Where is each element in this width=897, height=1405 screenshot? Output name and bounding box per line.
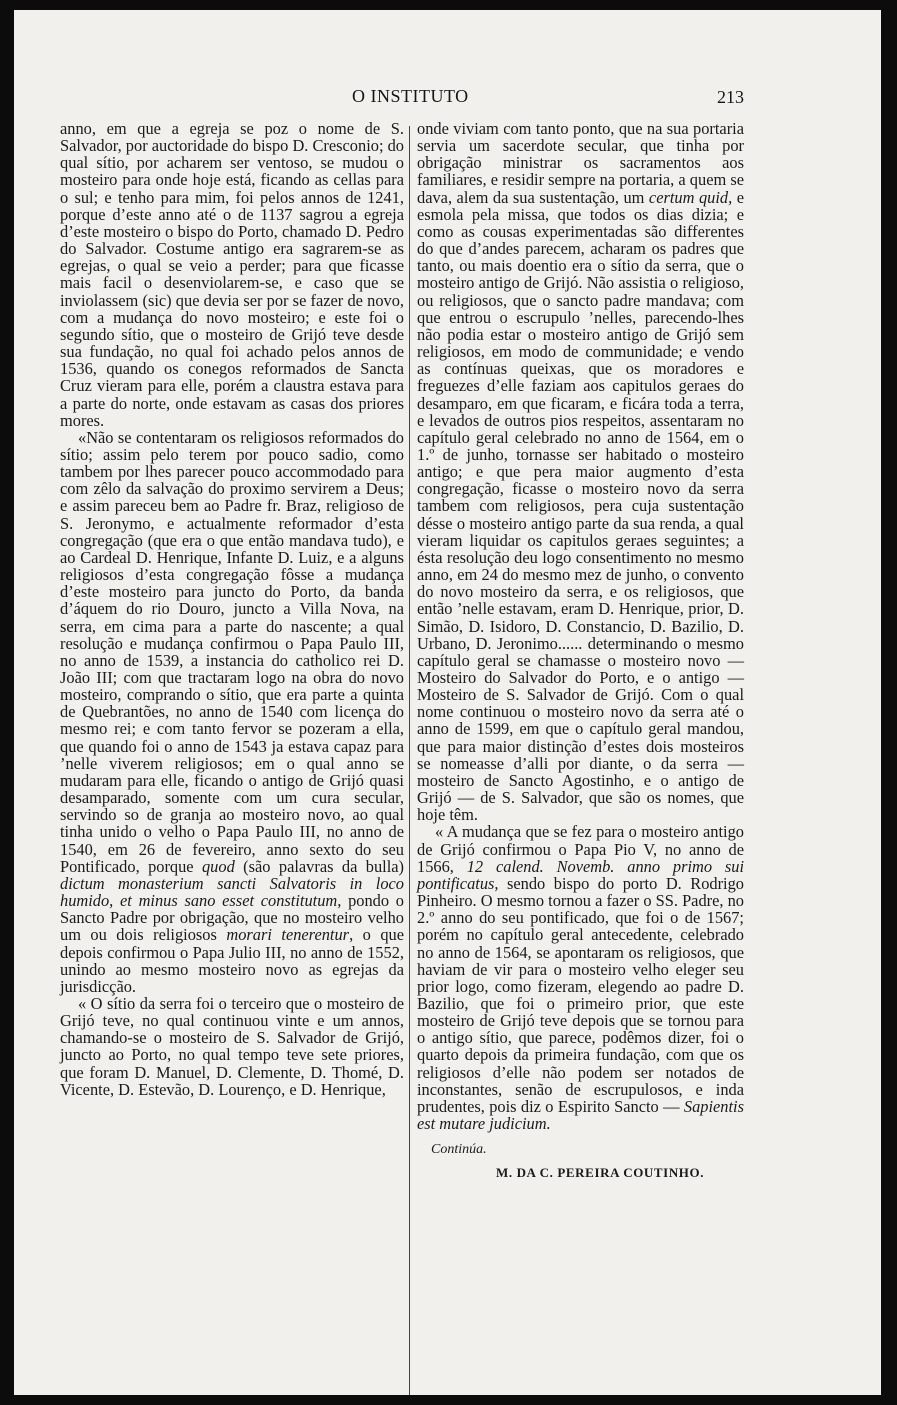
page-number: 213	[717, 87, 744, 107]
column-divider	[409, 126, 410, 1395]
author-signature: M. DA C. PEREIRA COUTINHO.	[496, 1165, 705, 1181]
right-column	[417, 120, 744, 1182]
document-page	[14, 10, 881, 1395]
left-column	[60, 120, 404, 1098]
right_column-paragraph-2: « A mudança que se fez para o mosteiro antigo de Grijó confirmou o Papa Pio V, no anno de 1566, 12 calend. Novemb. anno primo sui pontificatus, sendo bispo do porto D. Rodrigo Pinheiro. O mesmo tornou a fazer o SS. Padre, no 2.º anno do seu pontificado, que foi o de 1567; porém no capítulo geral antecedente, celebrado no anno de 1564, se apontaram os religiosos, que haviam de vir para o mosteiro velho eleger seu prior logo, como fizeram, elegendo ao padre D. Bazilio, que foi o primeiro prior, que este mosteiro de Grijó teve depois que se tornou para o antigo sítio, que parece, podêmos dizer, foi o quarto depois da primeira fundação, com que os religiosos d’elle não podem ser notados de inconstantes, senão de escrupulosos, e inda prudentes, pois diz o Espirito Sancto — Sapientis est mutare judicium.	[417, 822, 745, 1134]
left_column-paragraph-1: anno, em que a egreja se poz o nome de S. Salvador, por auctoridade do bispo D. Cresconio; do qual sítio, por acharem ser ventoso, se mudou o mosteiro para onde hoje está, ficando as cellas para o sul; e tenho para mim, foi pelos annos de 1241, porque d’este anno até o de 1137 sagrou a egreja d’este mosteiro o bispo do Porto, chamado D. Pedro do Salvador. Costume antigo era sagrarem-se as egrejas, o qual se veio a perder; para que ficasse mais facil o desenviolarem-se, e caso que se inviolassem (sic) que devia ser por se fazer de novo, com a mudança do novo mosteiro; e este foi o segundo sítio, que o mosteiro de Grijó teve desde sua fundação, no qual foi achado pelos annos de 1536, quando os conegos reformados de Sancta Cruz vieram para elle, porém a claustra estava para a parte do norte, onde estavam as casas dos priores mores.	[60, 119, 404, 430]
continued-note: Continúa.	[431, 1142, 487, 1158]
right_column-paragraph-1: onde viviam com tanto ponto, que na sua portaria servia um sacerdote secular, que tinha por obrigação ministrar os sacramentos aos familiares, e residir sempre na portaria, a quem se dava, alem da sua sustentação, um certum quid, e esmola pela missa, que todos os dias dizia; e como as cousas experimentadas são differentes do que d’andes parecem, acharam os padres que tanto, ou mais doentio era o sítio da serra, que o mosteiro antigo de Grijó. Não assistia o religioso, ou religiosos, que o sancto padre mandava; com que entrou o escrupulo ’nelles, parecendo-lhes não podia estar o mosteiro antigo de Grijó sem religiosos, em modo de communidade; e vendo as contínuas queixas, que os moradores e freguezes d’elle faziam aos capitulos geraes do desamparo, em que ficaram, e ficára toda a terra, e levados de outros pios respeitos, assentaram no capítulo geral celebrado no anno de 1564, em o 1.º de junho, tornasse ser habitado o mosteiro antigo; e que pera maior augmento d’esta congregação, ficasse o mosteiro novo da serra tambem com religiosos, pera cuja sustentação désse o mosteiro antigo parte da sua renda, a qual vieram liquidar os capitulos geraes seguintes; a ésta resolução deu logo consentimento no mesmo anno, em 24 do mesmo mez de junho, o convento do novo mosteiro da serra, e os religiosos, que então ’nelle estavam, eram D. Henrique, prior, D. Simão, D. Isidoro, D. Constancio, D. Bazilio, D. Urbano, D. Jeronimo...... determinando o mesmo capítulo geral se chamasse o mosteiro novo — Mosteiro do Salvador do Porto, e o antigo — Mosteiro de S. Salvador de Grijó. Com o qual nome continuou o mosteiro novo da serra até o anno de 1599, em que o capítulo geral mandou, que para maior distinção d’estes dois mosteiros se nomeasse d’alli por diante, o da serra — mosteiro de Sancto Agostinho, e o antigo de Grijó — de S. Salvador, que são os nomes, que hoje têm.	[417, 119, 744, 825]
right-column-body	[417, 120, 744, 1132]
running-title: O INSTITUTO	[352, 86, 469, 106]
left_column-paragraph-3: « O sítio da serra foi o terceiro que o mosteiro de Grijó teve, no qual continuou vinte e um annos, chamando-se o mosteiro de S. Salvador de Grijó, juncto ao Porto, no qual tempo teve sete priores, que foram D. Manuel, D. Clemente, D. Thomé, D. Vicente, D. Estevão, D. Lourenço, e D. Henrique,	[60, 993, 404, 1099]
page-header	[14, 86, 881, 108]
left_column-paragraph-2: «Não se contentaram os religiosos reformados do sítio; assim pelo terem por pouco sadio, como tambem por lhes parecer pouco accommodado para com zêlo da salvação do proximo servirem a Deus; e assim pareceu bem ao Padre fr. Braz, religioso de S. Jeronymo, e actualmente reformador d’esta congregação (que era o que então mandava tudo), e ao Cardeal D. Henrique, Infante D. Luiz, e a alguns religiosos d’esta congregação fôsse a mudança d’este mosteiro para juncto do Porto, da banda d’áquem do rio Douro, juncto a Villa Nova, na serra, em cima para a parte do nascente; a qual resolução e mudança confirmou o Papa Paulo III, no anno de 1539, a instancia do catholico rei D. João III; com que tractaram logo na obra do novo mosteiro, comprando o sítio, que era parte a quinta de Quebrantões, no anno de 1540 com licença do mesmo rei; e com tanto fervor se pozeram a ella, que quando foi o anno de 1543 ja estava capaz para ’nelle viverem religiosos; em o qual anno se mudaram para elle, ficando o antigo de Grijó quasi desamparado, somente com um cura secular, servindo so de granja ao mosteiro novo, ao qual tinha unido o velho o Papa Paulo III, no anno de 1540, em 26 de fevereiro, anno sexto do seu Pontificado, porque quod (são palavras da bulla) dictum monasterium sancti Salvatoris in loco humido, et minus sano esset constitutum, pondo o Sancto Padre por obrigação, que no mosteiro velho um ou dois religiosos morari tenerentur, o que depois confirmou o Papa Julio III, no anno de 1552, unindo ao mesmo mosteiro novo as egrejas da jurisdicção.	[60, 427, 404, 996]
